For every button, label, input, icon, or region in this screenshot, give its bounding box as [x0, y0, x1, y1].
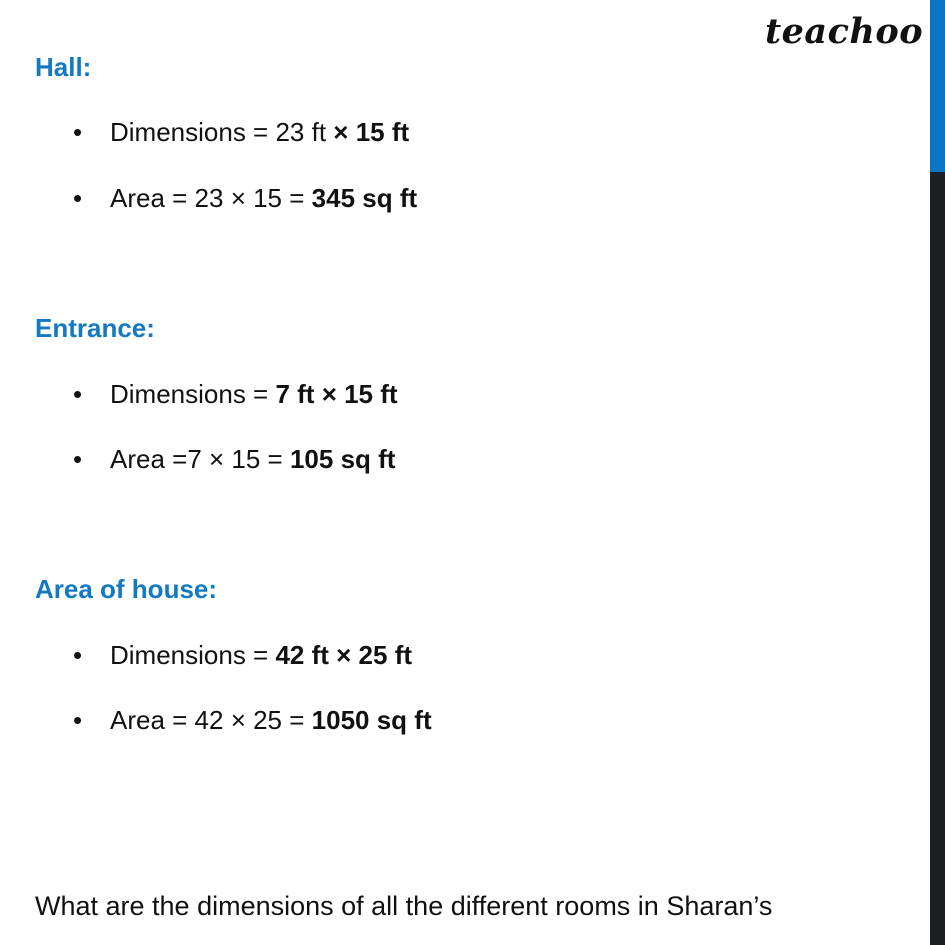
item-text: Dimensions = 23 ft	[110, 117, 334, 147]
scrollbar-thumb[interactable]	[930, 0, 945, 172]
item-value: 345 sq ft	[311, 183, 418, 213]
question-text: What are the dimensions of all the different rooms in Sharan’s	[35, 891, 773, 921]
list-item-hall-dimensions	[73, 119, 409, 145]
section-heading-hall: Hall:	[35, 52, 92, 82]
item-text: Area =7 × 15 =	[110, 444, 290, 474]
bullet-icon: •	[73, 444, 83, 474]
bullet-icon: •	[73, 183, 83, 213]
bullet-icon: •	[73, 117, 83, 147]
bullet-icon: •	[73, 640, 83, 670]
list-item-house-dimensions	[73, 642, 412, 668]
item-text: Area = 23 × 15 =	[110, 183, 312, 213]
list-item-entrance-dimensions	[73, 381, 398, 407]
list-item-hall-area	[73, 185, 417, 211]
section-heading-entrance: Entrance:	[35, 313, 155, 343]
list-item-house-area	[73, 707, 432, 733]
list-item-entrance-area	[73, 446, 395, 472]
item-value: 1050 sq ft	[311, 705, 432, 735]
item-value: 105 sq ft	[289, 444, 396, 474]
bullet-icon: •	[73, 705, 83, 735]
item-text: Area = 42 × 25 =	[110, 705, 312, 735]
teachoo-logo: teachoo	[765, 11, 924, 52]
item-value: 42 ft × 25 ft	[275, 640, 413, 670]
section-heading-area-of-house: Area of house:	[35, 574, 218, 604]
item-text: Dimensions =	[110, 379, 276, 409]
bullet-icon: •	[73, 379, 83, 409]
item-value: × 15 ft	[333, 117, 410, 147]
item-value: 7 ft × 15 ft	[275, 379, 398, 409]
item-text: Dimensions =	[110, 640, 276, 670]
